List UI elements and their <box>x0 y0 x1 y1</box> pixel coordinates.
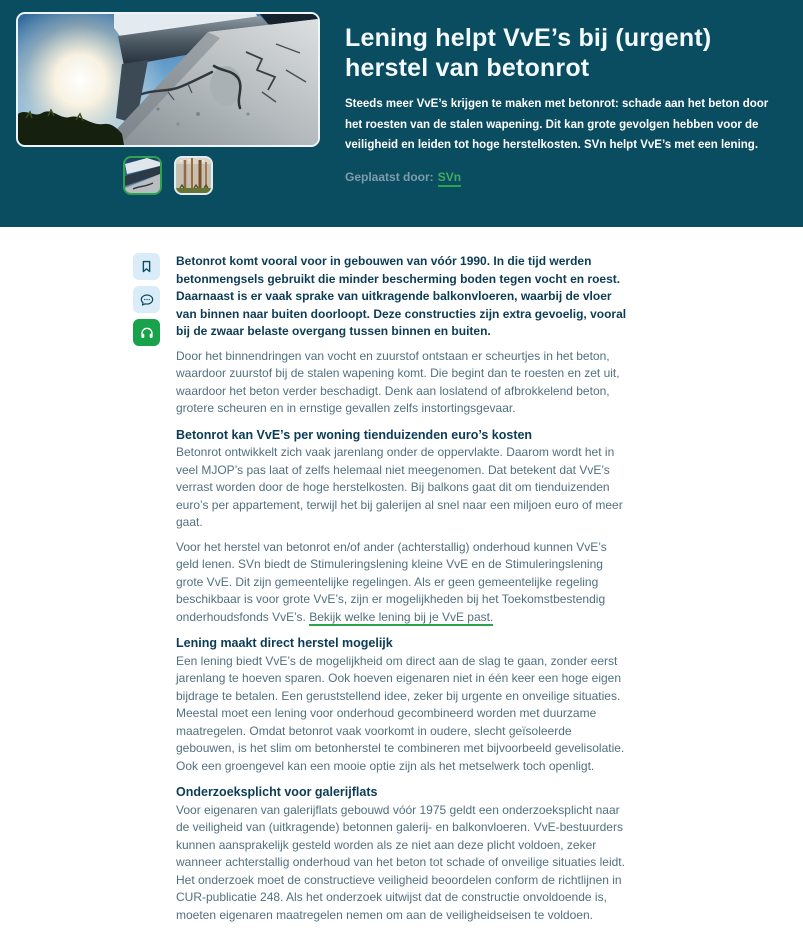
paragraph-costs: Betonrot ontwikkelt zich vaak jarenlang onder de oppervlakte. Daarom wordt het in veel MJOP’s pas laat of zelfs helemaal niet meegenomen. Dat betekent dat VvE’s verrast worden door de hoge herstelkosten. Bij balkons gaat dit om tienduizenden euro’s per appartement, terwijl het bij galerijen al snel naar een miljoen euro of meer gaat. <box>176 445 623 529</box>
chat-bubble-icon <box>139 292 155 308</box>
paragraph-mechanism: Door het binnendringen van vocht en zuurstof ontstaan er scheurtjes in het beton, waardoor zuurstof bij de stalen wapening komt. Die begint dan te roesten en zet uit, waardoor het beton verder beschadigt. Denk aan loslatend of afbrokkelend beton, grotere scheuren en in ernstige gevallen zelfs instortingsgevaar. <box>176 348 620 415</box>
cracked-concrete-photo <box>18 14 318 145</box>
heading-research-duty: Onderzoeksplicht voor galerijflats <box>176 785 378 799</box>
paragraph-research-duty: Voor eigenaren van galerijflats gebouwd vóór 1975 geldt een onderzoeksplicht naar de veiligheid van (uitkragende) betonnen galerij- en balkonvloeren. VvE-bestuurders kunnen aansprakelijk gesteld worden als ze niet aan deze plicht voldoen, zeker wanneer achterstallig onderhoud van het beton tot schade of onveilige situaties leidt. Het onderzoek moet de constructieve veiligheid beoordelen conform de richtlijnen in CUR-publicatie 248. Als het onderzoek uitwijst dat de constructie onvoldoende is, moeten eigenaren maatregelen nemen om aan de veiligheidseisen te voldoen. <box>176 802 625 922</box>
gallery-thumbnail-1[interactable] <box>123 156 162 195</box>
article-intro: Steeds meer VvE’s krijgen te maken met betonrot: schade aan het beton door het roesten van de stalen wapening. Dit kan grote gevolgen hebben voor de veiligheid en leiden tot hoge herstelkosten. SVn helpt VvE’s met een lening. <box>345 98 769 152</box>
heading-direct-repair: Lening maakt direct herstel mogelijk <box>176 636 393 650</box>
headphones-icon <box>139 325 155 341</box>
gallery-thumbnail-2[interactable] <box>174 156 213 195</box>
article-content <box>176 253 628 931</box>
posted-by <box>345 170 785 184</box>
paragraph-loans-text: Voor het herstel van betonrot en/of ander (achterstallig) onderhoud kunnen VvE’s geld lenen. SVn biedt de Stimuleringslening kleine VvE en de Stimuleringslening grote VvE. Dit zijn gemeentelijke regelingen. Als er geen gemeentelijke regeling beschikbaar is voor grote VvE’s, zijn er mogelijkheden bij het Toekomstbestendig onderhoudsfonds VvE’s. <box>176 539 607 624</box>
hero-image <box>16 12 320 147</box>
bookmark-button[interactable] <box>133 253 160 280</box>
thumbnail-rust-wall-image <box>176 158 211 193</box>
heading-costs: Betonrot kan VvE’s per woning tienduizenden euro’s kosten <box>176 427 533 442</box>
article-gallery <box>16 12 320 227</box>
share-rail <box>133 253 160 931</box>
posted-by-link[interactable]: SVn <box>438 170 461 187</box>
gallery-thumbnails <box>16 156 320 195</box>
listen-button[interactable] <box>133 319 160 346</box>
article-header <box>0 0 803 227</box>
posted-by-label: Geplaatst door: <box>345 170 434 185</box>
article-body <box>0 227 803 931</box>
header-text-column <box>345 12 785 227</box>
lead-paragraph: Betonrot komt vooral voor in gebouwen van vóór 1990. In die tijd werden betonmengsels gebruikt die minder bescherming boden tegen vocht en roest. Daarnaast is er vaak sprake van uitkragende balkonvloeren, waarbij de vloer van binnen naar buiten doorloopt. Deze constructies zijn extra gevoelig, vooral bij de zwaar belaste overgang tussen binnen en buiten. <box>176 254 627 338</box>
page-title: Lening helpt VvE’s bij (urgent) herstel van betonrot <box>345 24 712 82</box>
thumbnail-cracked-beam-image <box>125 158 160 193</box>
bookmark-icon <box>139 259 154 274</box>
comments-button[interactable] <box>133 286 160 313</box>
loan-selector-link[interactable]: Bekijk welke lening bij je VvE past. <box>309 609 494 624</box>
paragraph-loans <box>176 539 628 627</box>
paragraph-direct-repair: Een lening biedt VvE’s de mogelijkheid om direct aan de slag te gaan, zonder eerst jarenlang te hoeven sparen. Ook hoeven eigenaren niet in één keer een hoge eigen bijdrage te betalen. Een geruststellend idee, zeker bij urgente en onveilige situaties. Meestal moet een lening voor onderhoud gecombineerd worden met duurzame maatregelen. Omdat betonrot vaak voorkomt in oudere, slecht geïsoleerde gebouwen, is het slim om betonherstel te combineren met bijvoorbeeld gevelisolatie. Ook een groengevel kan een mooie optie zijn als het metselwerk toch openligt. <box>176 653 625 773</box>
